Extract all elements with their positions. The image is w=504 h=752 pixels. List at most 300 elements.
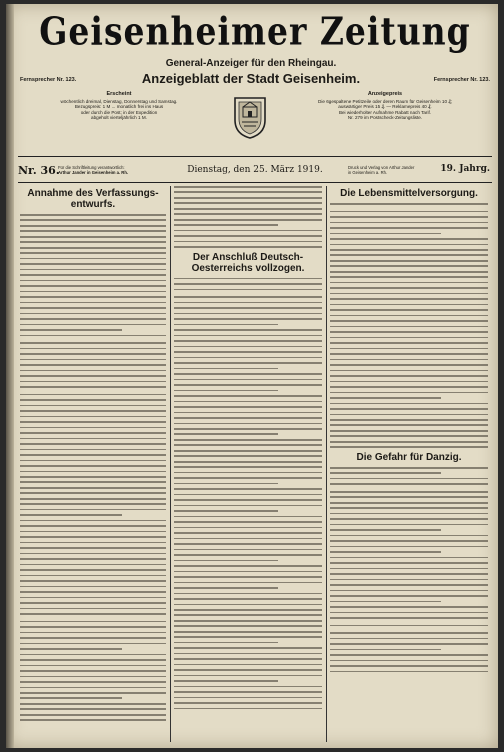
text-line <box>174 472 322 474</box>
info-left-line: Bezugspreis: 1 M ... monatlich frei ins Haus <box>74 104 164 110</box>
text-line <box>330 568 488 570</box>
text-line <box>174 647 322 649</box>
text-line <box>174 224 278 226</box>
text-line <box>174 186 322 188</box>
text-line <box>174 669 322 671</box>
text-line <box>174 307 322 309</box>
text-line <box>330 419 488 421</box>
text-line <box>174 604 322 606</box>
text-line <box>20 476 166 478</box>
text-line <box>330 370 488 372</box>
text-line <box>174 488 322 490</box>
text-line <box>174 219 322 221</box>
header-rule-bottom <box>18 182 492 183</box>
text-line <box>174 450 322 452</box>
text-line <box>20 241 166 243</box>
date-bar <box>18 160 492 182</box>
text-line <box>174 368 278 370</box>
text-line <box>330 342 488 344</box>
text-line <box>174 697 322 699</box>
text-line <box>330 649 441 651</box>
telefon-right: Fernsprecher Nr. 123. <box>433 77 490 83</box>
text-line <box>20 697 122 699</box>
text-line <box>174 549 322 551</box>
text-line <box>330 590 488 592</box>
text-line <box>20 443 166 445</box>
info-left-heading: Erscheint <box>106 91 132 97</box>
text-line <box>20 471 166 473</box>
text-line <box>330 441 488 443</box>
text-line <box>20 542 166 544</box>
text-line <box>330 540 488 542</box>
text-line <box>20 569 166 571</box>
column-divider <box>170 186 171 742</box>
article-body-text <box>330 467 488 672</box>
text-line <box>174 406 322 408</box>
text-line <box>20 214 166 216</box>
text-line <box>330 562 488 564</box>
text-line <box>174 527 322 529</box>
text-line <box>20 553 166 555</box>
text-line <box>20 353 166 355</box>
issue-date: Dienstag, den 25. März 1919. <box>187 165 323 175</box>
text-line <box>330 260 488 262</box>
text-line <box>20 670 166 672</box>
text-line <box>20 509 166 511</box>
text-line <box>20 708 166 710</box>
text-line <box>330 546 488 548</box>
article-heading: Annahme des Verfassungs-entwurfs. <box>27 188 159 210</box>
info-left-line: wöchentlich dreimal, Dienstag, Donnerstag und Samstag. <box>60 98 178 104</box>
text-line <box>20 359 166 361</box>
text-line <box>330 227 488 229</box>
text-line <box>20 714 166 716</box>
text-line <box>330 216 488 218</box>
text-line <box>330 483 488 485</box>
text-line <box>174 241 322 243</box>
text-line <box>20 465 166 467</box>
text-line <box>330 660 488 662</box>
column-2 <box>174 186 322 742</box>
text-line <box>20 547 166 549</box>
text-line <box>20 381 166 383</box>
article-heading: Die Lebensmittelversorgung. <box>340 188 478 199</box>
text-line <box>20 487 166 489</box>
text-line <box>174 444 322 446</box>
text-line <box>20 692 166 694</box>
text-line <box>20 375 166 377</box>
text-line <box>330 625 488 627</box>
text-line <box>174 230 322 232</box>
text-line <box>20 386 166 388</box>
info-right-line: auswärtiger Preis 15 ₰. — Reklamepreis 40 ₰. <box>338 104 432 110</box>
text-line <box>330 397 441 399</box>
text-line <box>330 491 488 493</box>
text-line <box>20 370 166 372</box>
text-line <box>330 271 488 273</box>
text-line <box>20 564 166 566</box>
text-line <box>20 410 166 412</box>
text-line <box>20 274 166 276</box>
text-line <box>174 582 322 584</box>
text-line <box>330 287 488 289</box>
text-line <box>20 307 166 309</box>
text-line <box>330 244 488 246</box>
text-line <box>174 278 322 280</box>
text-line <box>330 472 441 474</box>
text-line <box>330 331 488 333</box>
text-line <box>330 551 441 553</box>
text-line <box>174 395 322 397</box>
text-line <box>174 614 322 616</box>
text-line <box>174 609 322 611</box>
text-line <box>20 342 166 344</box>
article-body-text <box>20 214 166 721</box>
text-line <box>330 638 488 640</box>
text-line <box>174 379 322 381</box>
text-line <box>330 276 488 278</box>
text-line <box>20 637 166 639</box>
text-line <box>330 573 488 575</box>
text-line <box>330 375 488 377</box>
text-line <box>330 364 488 366</box>
text-line <box>174 521 322 523</box>
text-line <box>174 213 322 215</box>
text-line <box>330 298 488 300</box>
text-line <box>20 613 166 615</box>
text-line <box>330 435 488 437</box>
text-line <box>174 384 322 386</box>
text-line <box>20 302 166 304</box>
editor-note <box>58 165 128 175</box>
text-line <box>20 329 122 331</box>
text-line <box>20 621 166 623</box>
text-line <box>330 211 488 213</box>
column-1 <box>20 186 166 742</box>
text-line <box>174 505 322 507</box>
text-line <box>174 494 322 496</box>
text-line <box>174 516 322 518</box>
text-line <box>174 691 322 693</box>
text-line <box>330 222 488 224</box>
text-line <box>174 675 322 677</box>
info-right-line: Die 6gespaltene Petitzeile oder deren Raum für Geisenheim 10 ₰; <box>318 98 452 104</box>
text-line <box>20 438 166 440</box>
newspaper-page <box>6 4 498 748</box>
article-body-text <box>174 186 322 248</box>
page-binding-edge <box>6 4 14 748</box>
text-line <box>174 246 322 248</box>
text-line <box>20 399 166 401</box>
text-line <box>330 643 488 645</box>
text-line <box>20 432 166 434</box>
text-line <box>20 394 166 396</box>
text-line <box>20 416 166 418</box>
text-line <box>174 235 322 237</box>
text-line <box>174 401 322 403</box>
text-line <box>20 676 166 678</box>
text-line <box>330 326 488 328</box>
text-line <box>174 708 322 710</box>
text-line <box>174 340 322 342</box>
info-right-line: Bei wiederholter Aufnahme Rabatt nach Tarif. <box>338 109 432 115</box>
text-line <box>330 518 488 520</box>
text-line <box>174 631 322 633</box>
text-line <box>330 233 441 235</box>
text-line <box>20 492 166 494</box>
info-left-line: oder durch die Post; in der Expedition <box>80 109 158 115</box>
text-line <box>20 608 166 610</box>
telefon-left: Fernsprecher Nr. 123. <box>20 77 77 83</box>
text-line <box>174 636 322 638</box>
text-line <box>20 296 166 298</box>
text-line <box>20 659 166 661</box>
text-line <box>20 225 166 227</box>
text-line <box>20 719 166 721</box>
text-line <box>330 320 488 322</box>
text-line <box>20 230 166 232</box>
text-line <box>174 289 322 291</box>
info-box-subscription <box>30 92 208 150</box>
text-line <box>174 483 278 485</box>
text-line <box>20 280 166 282</box>
text-line <box>330 265 488 267</box>
text-line <box>20 421 166 423</box>
info-right-line: Nr. 279 im Postscheck-Zeitungsliste. <box>347 115 423 121</box>
text-line <box>174 543 322 545</box>
text-line <box>174 538 322 540</box>
text-line <box>330 293 488 295</box>
text-line <box>20 269 166 271</box>
text-line <box>174 335 322 337</box>
text-line <box>20 626 166 628</box>
masthead-title: Geisenheimer Zeitung <box>39 9 471 54</box>
text-line <box>174 576 322 578</box>
text-line <box>174 554 322 556</box>
text-line <box>330 529 441 531</box>
article-body-text <box>330 203 488 448</box>
text-line <box>20 427 166 429</box>
text-line <box>330 579 488 581</box>
text-line <box>20 247 166 249</box>
info-right-heading: Anzeigepreis <box>367 91 403 97</box>
text-line <box>174 324 278 326</box>
article-body-text <box>174 278 322 709</box>
text-line <box>330 282 488 284</box>
text-line <box>330 304 488 306</box>
text-line <box>174 560 278 562</box>
text-line <box>20 364 166 366</box>
text-line <box>20 525 166 527</box>
text-line <box>330 535 488 537</box>
text-line <box>330 467 488 469</box>
text-line <box>330 386 488 388</box>
text-line <box>20 575 166 577</box>
text-line <box>20 258 166 260</box>
text-line <box>174 461 322 463</box>
text-line <box>20 285 166 287</box>
text-line <box>174 510 278 512</box>
text-line <box>330 359 488 361</box>
text-line <box>20 520 166 522</box>
text-line <box>20 687 166 689</box>
text-line <box>174 433 278 435</box>
text-line <box>174 477 322 479</box>
text-line <box>20 335 166 337</box>
text-line <box>330 254 488 256</box>
text-line <box>20 219 166 221</box>
text-line <box>330 249 488 251</box>
text-line <box>20 405 166 407</box>
text-line <box>330 238 488 240</box>
text-line <box>330 392 488 394</box>
text-line <box>330 612 488 614</box>
text-line <box>330 337 488 339</box>
text-line <box>174 373 322 375</box>
text-line <box>330 414 488 416</box>
text-line <box>20 558 166 560</box>
text-line <box>174 329 322 331</box>
text-line <box>174 318 322 320</box>
text-line <box>174 702 322 704</box>
issue-number: Nr. 36. <box>18 164 60 177</box>
text-line <box>174 620 322 622</box>
text-line <box>20 503 166 505</box>
publisher-note-line: Druck und Verlag von Arthur Jander <box>348 165 415 170</box>
text-line <box>330 617 488 619</box>
text-line <box>174 412 322 414</box>
text-line <box>20 324 166 326</box>
column-3 <box>330 186 488 742</box>
text-line <box>20 597 166 599</box>
info-left-line: abgeholt vierteljährlich 1 M. <box>91 115 147 121</box>
article-heading: Der Anschluß Deutsch-Oesterreichs vollzogen. <box>191 251 305 274</box>
text-line <box>174 362 322 364</box>
header-rule-top <box>18 156 492 157</box>
text-line <box>20 648 122 650</box>
text-line <box>174 191 322 193</box>
text-line <box>174 455 322 457</box>
text-line <box>174 565 322 567</box>
text-line <box>174 499 322 501</box>
text-line <box>174 664 322 666</box>
text-line <box>330 601 441 603</box>
text-line <box>20 291 166 293</box>
text-line <box>330 424 488 426</box>
text-line <box>174 587 278 589</box>
text-line <box>20 591 166 593</box>
text-line <box>330 557 488 559</box>
text-line <box>330 408 488 410</box>
text-line <box>20 703 166 705</box>
text-line <box>174 423 322 425</box>
text-line <box>20 536 166 538</box>
publisher-note-line: in Geisenheim a. Rh. <box>348 170 388 175</box>
text-line <box>330 478 488 480</box>
text-line <box>174 346 322 348</box>
column-divider <box>326 186 327 742</box>
masthead-subtitle-2: Anzeigeblatt der Stadt Geisenheim. <box>141 71 361 86</box>
jahrgang: 19. Jahrg. <box>440 164 490 174</box>
text-line <box>20 681 166 683</box>
text-line <box>174 428 322 430</box>
text-line <box>174 598 322 600</box>
text-line <box>330 513 488 515</box>
text-line <box>174 208 322 210</box>
text-line <box>20 449 166 451</box>
text-line <box>330 606 488 608</box>
text-line <box>330 381 488 383</box>
text-line <box>20 348 166 350</box>
text-line <box>330 595 488 597</box>
text-line <box>174 302 322 304</box>
text-line <box>330 671 488 673</box>
editor-note-line: Für die Schriftleitung verantwortlich: <box>58 165 125 170</box>
text-line <box>20 580 166 582</box>
info-box-ad-prices <box>296 92 474 150</box>
text-line <box>330 654 488 656</box>
text-line <box>174 296 322 298</box>
text-line <box>20 665 166 667</box>
editor-note-line: Arthur Jander in Geisenheim a. Rh. <box>58 170 129 175</box>
text-line <box>20 643 166 645</box>
text-line <box>330 584 488 586</box>
text-line <box>174 202 322 204</box>
text-line <box>174 642 278 644</box>
text-line <box>20 318 166 320</box>
text-line <box>20 263 166 265</box>
text-line <box>330 315 488 317</box>
text-line <box>20 514 122 516</box>
text-line <box>20 632 166 634</box>
text-line <box>174 571 322 573</box>
text-line <box>330 348 488 350</box>
text-line <box>174 439 322 441</box>
text-line <box>174 625 322 627</box>
text-line <box>330 309 488 311</box>
text-line <box>330 507 488 509</box>
text-line <box>174 532 322 534</box>
text-line <box>174 390 278 392</box>
text-line <box>174 686 322 688</box>
text-line <box>20 602 166 604</box>
masthead-subtitle: General-Anzeiger für den Rheingau. <box>165 58 337 69</box>
text-line <box>174 197 322 199</box>
text-line <box>20 498 166 500</box>
text-line <box>330 665 488 667</box>
text-line <box>174 417 322 419</box>
text-line <box>174 653 322 655</box>
text-line <box>174 593 322 595</box>
text-line <box>330 632 488 634</box>
text-line <box>174 466 322 468</box>
text-line <box>330 403 488 405</box>
text-line <box>20 460 166 462</box>
text-line <box>20 481 166 483</box>
text-line <box>330 524 488 526</box>
text-line <box>20 531 166 533</box>
text-line <box>20 252 166 254</box>
city-crest-icon <box>231 94 269 140</box>
text-line <box>330 203 488 205</box>
text-line <box>330 353 488 355</box>
text-line <box>330 430 488 432</box>
text-line <box>174 658 322 660</box>
article-heading: Die Gefahr für Danzig. <box>356 451 462 463</box>
text-line <box>20 454 166 456</box>
text-line <box>174 283 322 285</box>
text-line <box>20 654 166 656</box>
